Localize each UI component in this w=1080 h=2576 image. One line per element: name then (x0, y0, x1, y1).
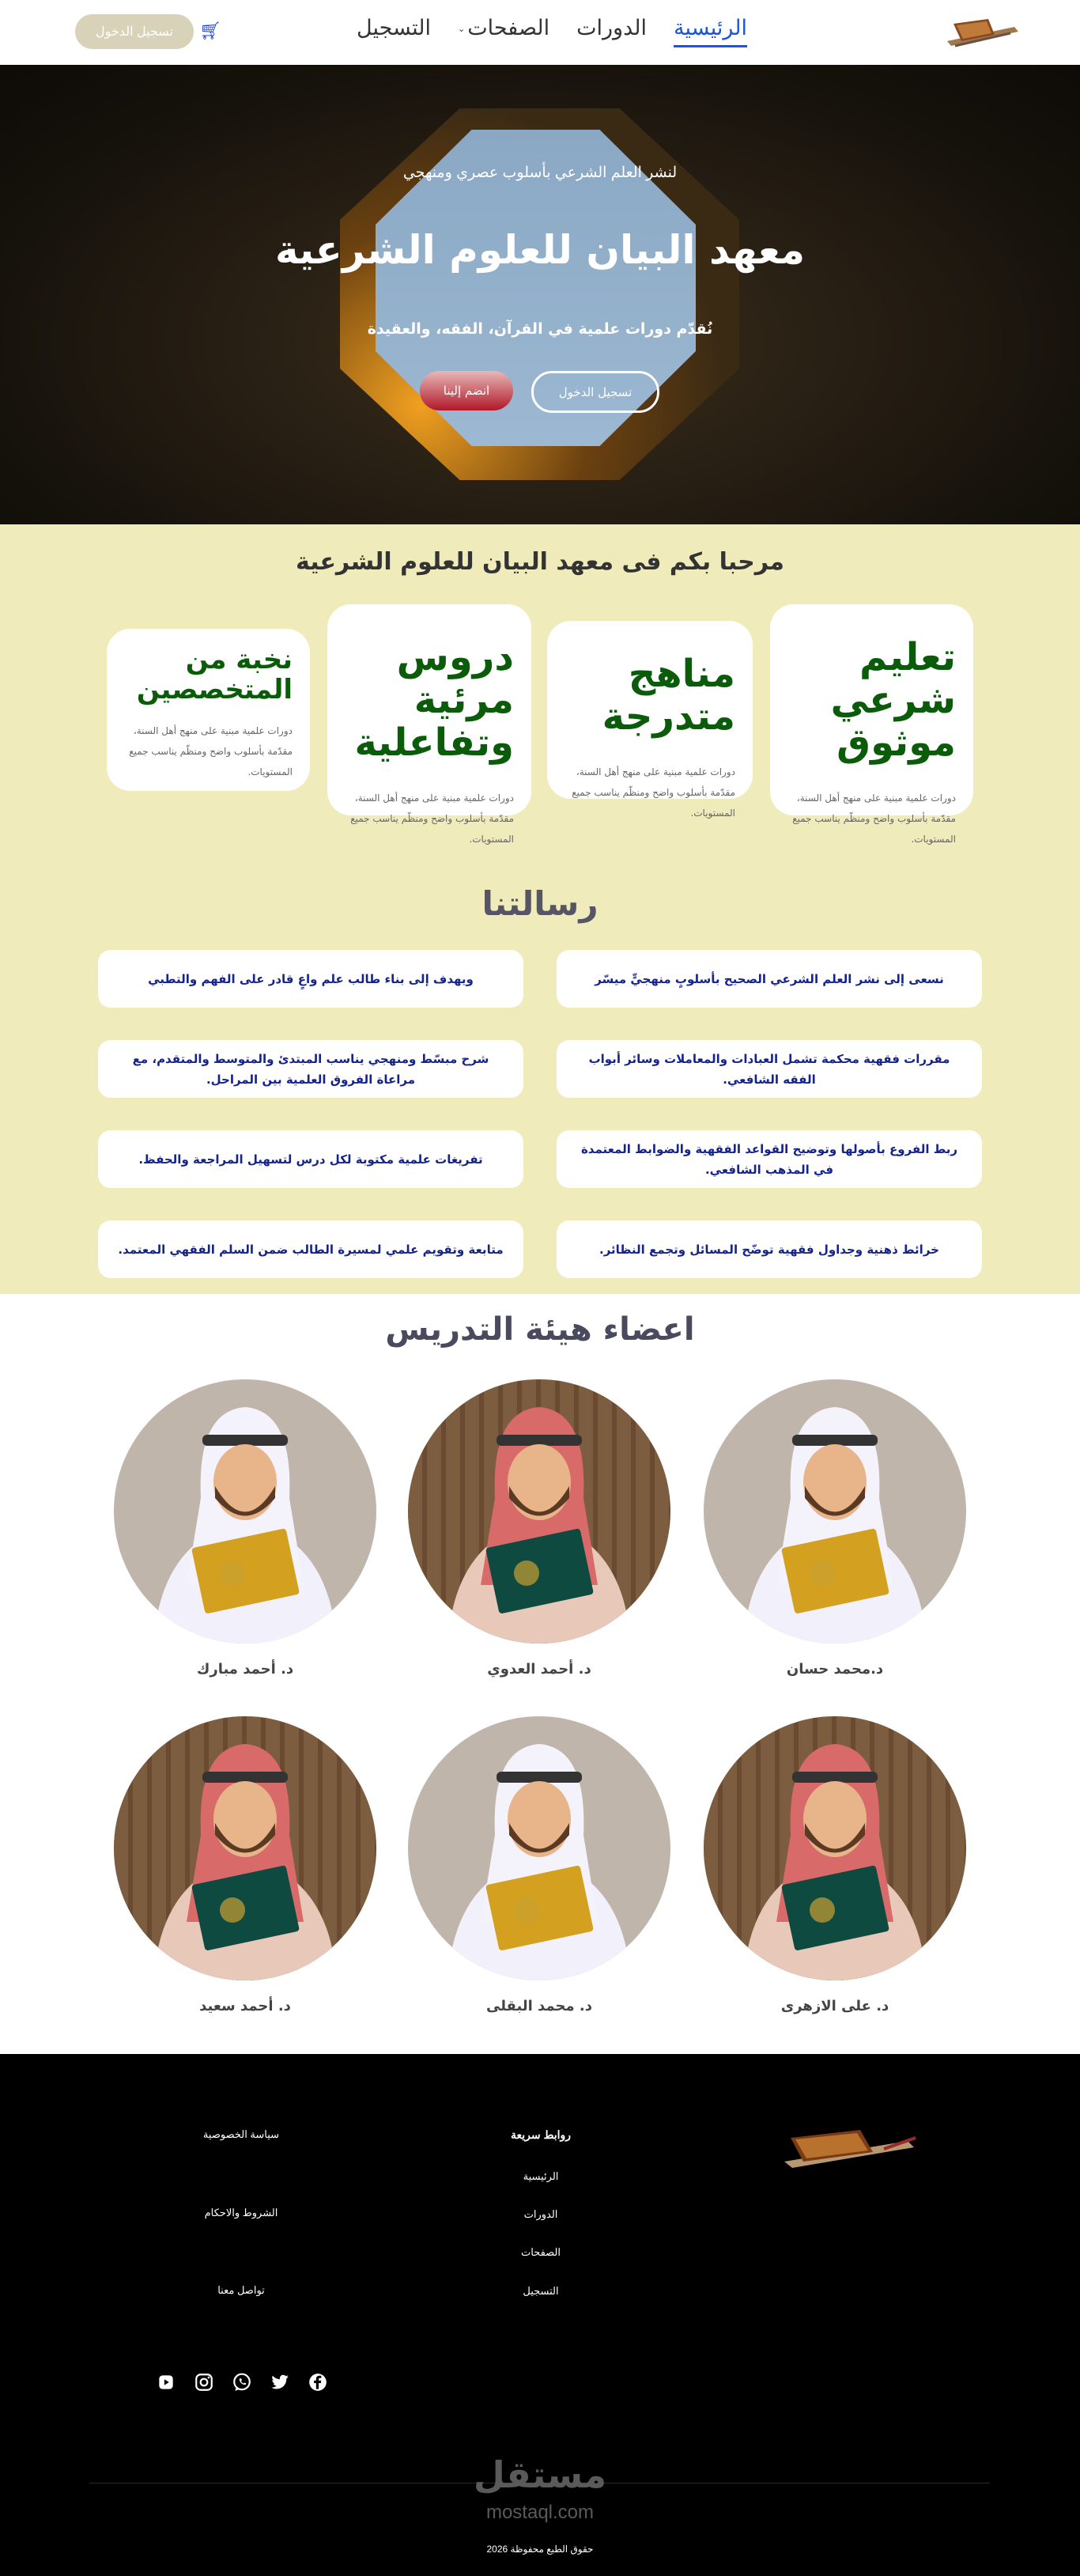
feature-card (770, 604, 973, 845)
nav-courses[interactable]: الدورات (576, 16, 647, 40)
footer-link-pages[interactable]: الصفحات (520, 2246, 561, 2258)
mission-item: ربط الفروع بأصولها وتوضيح القواعد الفقهية والضوابط المعتمدة في المذهب الشافعي. (557, 1130, 982, 1188)
faculty-member (408, 1379, 670, 1678)
feature-card (327, 604, 531, 845)
faculty-member-name: د.محمد حسان (786, 1661, 884, 1678)
hero-title: معهد البيان للعلوم الشرعية (274, 227, 806, 273)
faculty-member-name: د. أحمد سعيد (199, 1998, 291, 2014)
facebook-icon[interactable] (308, 2372, 328, 2393)
faculty-member-name: د. على الازهرى (780, 1998, 889, 2014)
twitter-icon[interactable] (270, 2372, 290, 2393)
faculty-heading: اعضاء هيئة التدريس (385, 1311, 695, 1348)
footer-link-privacy[interactable]: سياسة الخصوصية (202, 2128, 280, 2140)
footer-link-terms[interactable]: الشروط والاحكام (204, 2207, 278, 2219)
copyright: حقوق الطبع محفوظة 2026 (486, 2544, 594, 2555)
navbar (0, 0, 1080, 65)
mission-item: خرائط ذهنية وجداول فقهية توضّح المسائل وتجمع النظائر. (557, 1220, 982, 1278)
faculty-member-name: د. أحمد مبارك (196, 1661, 294, 1678)
nav-pages-label: الصفحات (467, 16, 550, 40)
join-us-button[interactable]: انضم إلينا (420, 371, 513, 410)
faculty-portrait (114, 1379, 376, 1644)
faculty-member-name: د. محمد البقلى (486, 1998, 592, 2014)
feature-card (547, 621, 753, 819)
nav-pages-dropdown[interactable] (458, 16, 549, 40)
login-button[interactable]: تسجيل الدخول (75, 14, 194, 49)
footer (0, 2054, 1080, 2576)
mission-item: متابعة وتقويم علمي لمسيرة الطالب ضمن السلم الفقهي المعتمد. (98, 1220, 523, 1278)
faculty-member (114, 1379, 376, 1678)
feature-card-text: دورات علمية مبنية على منهج أهل السنة، مقدّمة بأسلوب واضح ومنظّم يناسب جميع المستويات. (350, 792, 514, 845)
faculty-portrait (408, 1716, 670, 1980)
faculty-member (704, 1379, 966, 1678)
youtube-icon[interactable] (156, 2372, 176, 2393)
quick-links-heading: روابط سريعة (510, 2128, 572, 2141)
whatsapp-icon[interactable] (232, 2372, 252, 2393)
footer-link-register[interactable]: التسجيل (523, 2285, 559, 2297)
feature-card-title: تعليم شرعي موثوق (830, 635, 956, 765)
faculty-portrait (114, 1716, 376, 1980)
faculty-member-name: د. أحمد العدوي (487, 1661, 591, 1678)
mission-item: مقررات فقهية محكمة تشمل العبادات والمعاملات وسائر أبواب الفقه الشافعي. (557, 1040, 982, 1098)
faculty-member (704, 1716, 966, 2014)
feature-card-text: دورات علمية مبنية على منهج أهل السنة، مقدّمة بأسلوب واضح ومنظّم يناسب جميع المستويات. (129, 725, 293, 777)
faculty-portrait (704, 1379, 966, 1644)
hero-description: نُقدّم دورات علمية في القرآن، الفقه، والعقيدة (367, 320, 713, 338)
feature-card-text: دورات علمية مبنية على منهج أهل السنة، مقدّمة بأسلوب واضح ومنظّم يناسب جميع المستويات. (792, 792, 956, 845)
faculty-portrait (704, 1716, 966, 1980)
footer-link-courses[interactable]: الدورات (523, 2208, 558, 2220)
footer-link-contact[interactable]: تواصل معنا (217, 2284, 265, 2296)
mostaql-watermark-domain: mostaql.com (485, 2502, 595, 2523)
faculty-member (408, 1716, 670, 2014)
hero-section (0, 65, 1080, 524)
feature-card-title: نخبة من المتخصصين (136, 644, 293, 705)
mostaql-watermark: مستقل (473, 2453, 607, 2496)
footer-logo (781, 2130, 917, 2168)
instagram-icon[interactable] (194, 2372, 214, 2393)
main-nav (357, 16, 747, 47)
faculty-member (114, 1716, 376, 2014)
welcome-heading: مرحبا بكم فى معهد البيان للعلوم الشرعية (296, 548, 784, 576)
mission-heading: رسالتنا (481, 884, 599, 923)
nav-register[interactable]: التسجيل (357, 16, 431, 40)
faculty-section (0, 1294, 1080, 2054)
mission-item: تفريغات علمية مكتوبة لكل درس لتسهيل المراجعة والحفظ. (98, 1130, 523, 1188)
shopping-cart-icon[interactable]: 🛒︎ (199, 21, 221, 41)
feature-card (107, 629, 310, 791)
hero-subtitle: لنشر العلم الشرعي بأسلوب عصري ومنهجي (402, 165, 678, 181)
chevron-down-icon: ⌄ (458, 25, 466, 35)
nav-home[interactable]: الرئيسية (674, 16, 747, 47)
feature-card-text: دورات علمية مبنية على منهج أهل السنة، مقدّمة بأسلوب واضح ومنظّم يناسب جميع المستويات. (572, 766, 735, 819)
welcome-section (0, 524, 1080, 1294)
hero-login-button[interactable]: تسجيل الدخول (531, 371, 659, 413)
feature-card-title: مناهج متدرجة (602, 652, 735, 739)
site-logo[interactable] (939, 17, 1023, 47)
feature-card-title: دروس مرئية وتفاعلية (354, 635, 514, 765)
mission-item: نسعى إلى نشر العلم الشرعي الصحيح بأسلوبٍ منهجيٍّ ميسّر (557, 950, 982, 1008)
mission-item: ويهدف إلى بناء طالب علم واعٍ قادر على الفهم والتطبي (98, 950, 523, 1008)
footer-link-home[interactable]: الرئيسية (523, 2170, 559, 2182)
mission-item: شرح مبسّط ومنهجي يناسب المبتدئ والمتوسط والمتقدم، مع مراعاة الفروق العلمية بين المراحل. (98, 1040, 523, 1098)
faculty-portrait (408, 1379, 670, 1644)
